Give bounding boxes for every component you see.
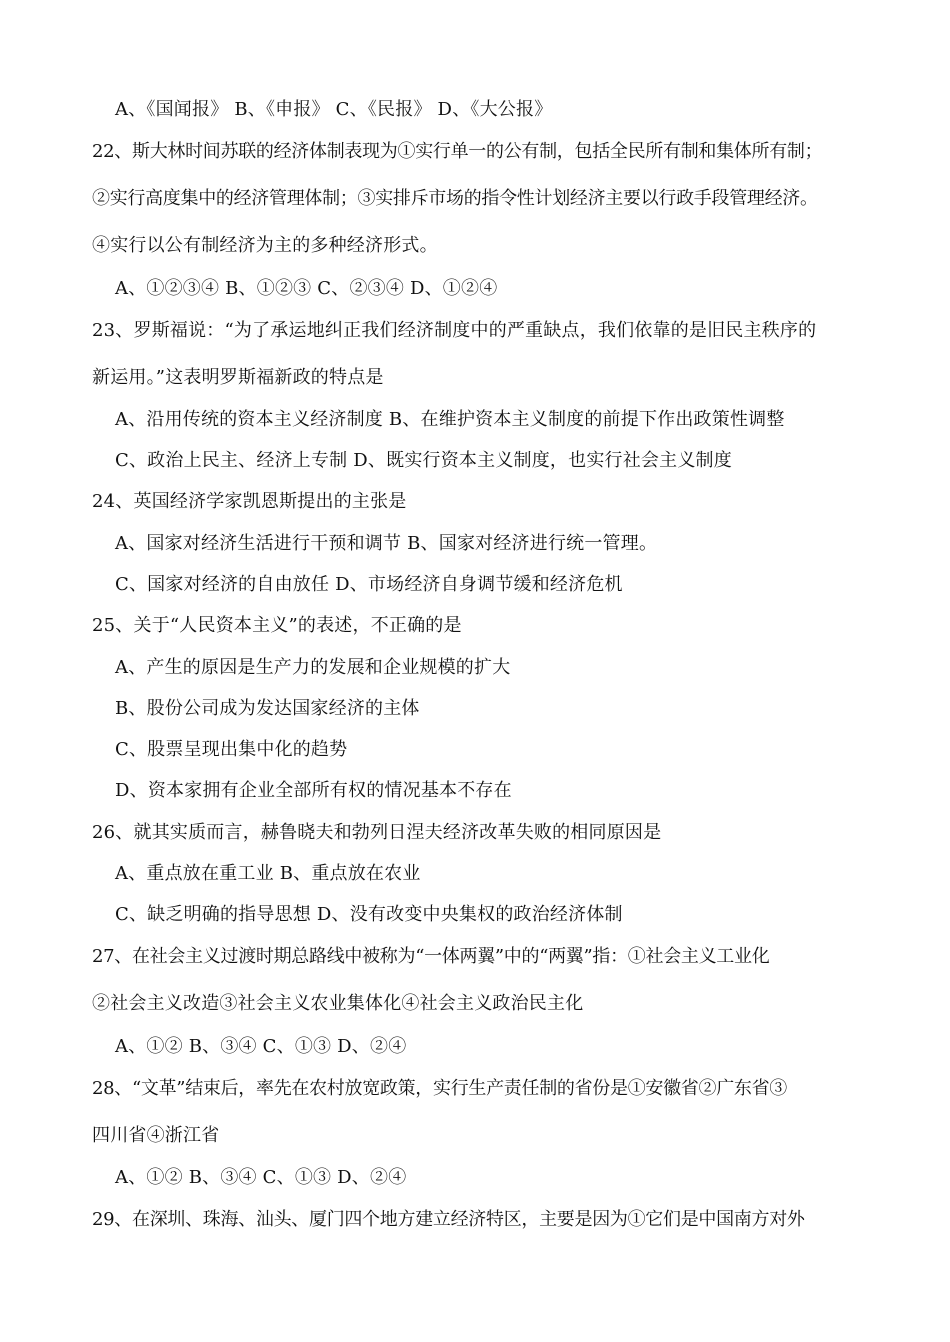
q28-options: A、①② B、③④ C、①③ D、②④: [115, 1167, 407, 1188]
q25-option-d: D、资本家拥有企业全部所有权的情况基本不存在: [115, 780, 512, 801]
q27-options: A、①② B、③④ C、①③ D、②④: [115, 1036, 407, 1057]
q27-stem-line2: ②社会主义改造③社会主义农业集体化④社会主义政治民主化: [92, 993, 584, 1014]
q23-stem-line1: 23、罗斯福说：“为了承运地纠正我们经济制度中的严重缺点，我们依靠的是旧民主秩序的: [92, 320, 817, 341]
q28-stem-line1: 28、“文革”结束后，率先在农村放宽政策，实行生产责任制的省份是①安徽省②广东省③: [92, 1078, 788, 1099]
q23-options-ab: A、沿用传统的资本主义经济制度 B、在维护资本主义制度的前提下作出政策性调整: [115, 409, 785, 430]
q23-stem-line2: 新运用。”这表明罗斯福新政的特点是: [92, 367, 384, 388]
q21-options: A、《国闻报》 B、《申报》 C、《民报》 D、《大公报》: [115, 99, 553, 120]
q26-options-ab: A、重点放在重工业 B、重点放在农业: [115, 863, 421, 884]
q27-stem-line1: 27、在社会主义过渡时期总路线中被称为“一体两翼”中的“两翼”指：①社会主义工业化: [92, 946, 770, 967]
q26-stem: 26、就其实质而言，赫鲁晓夫和勃列日涅夫经济改革失败的相同原因是: [92, 822, 662, 843]
q24-options-ab: A、国家对经济生活进行干预和调节 B、国家对经济进行统一管理。: [115, 533, 658, 554]
q23-options-cd: C、政治上民主、经济上专制 D、既实行资本主义制度，也实行社会主义制度: [115, 450, 732, 471]
q22-options: A、①②③④ B、①②③ C、②③④ D、①②④: [115, 278, 498, 299]
q24-options-cd: C、国家对经济的自由放任 D、市场经济自身调节缓和经济危机: [115, 574, 623, 595]
q25-stem: 25、关于“人民资本主义”的表述，不正确的是: [92, 615, 462, 636]
q29-stem-line1: 29、在深圳、珠海、汕头、厦门四个地方建立经济特区，主要是因为①它们是中国南方对外: [92, 1209, 805, 1230]
q24-stem: 24、英国经济学家凯恩斯提出的主张是: [92, 491, 407, 512]
q22-stem-line1: 22、斯大林时间苏联的经济体制表现为①实行单一的公有制，包括全民所有制和集体所有制；: [92, 141, 823, 162]
q22-stem-line3: ④实行以公有制经济为主的多种经济形式。: [92, 235, 438, 256]
q25-option-c: C、股票呈现出集中化的趋势: [115, 739, 348, 760]
q22-stem-line2: ②实行高度集中的经济管理体制；③实排斥市场的指令性计划经济主要以行政手段管理经济。: [92, 188, 818, 209]
q26-options-cd: C、缺乏明确的指导思想 D、没有改变中央集权的政治经济体制: [115, 904, 623, 925]
q28-stem-line2: 四川省④浙江省: [92, 1125, 220, 1146]
q25-option-a: A、产生的原因是生产力的发展和企业规模的扩大: [115, 657, 511, 678]
q25-option-b: B、股份公司成为发达国家经济的主体: [115, 698, 420, 719]
